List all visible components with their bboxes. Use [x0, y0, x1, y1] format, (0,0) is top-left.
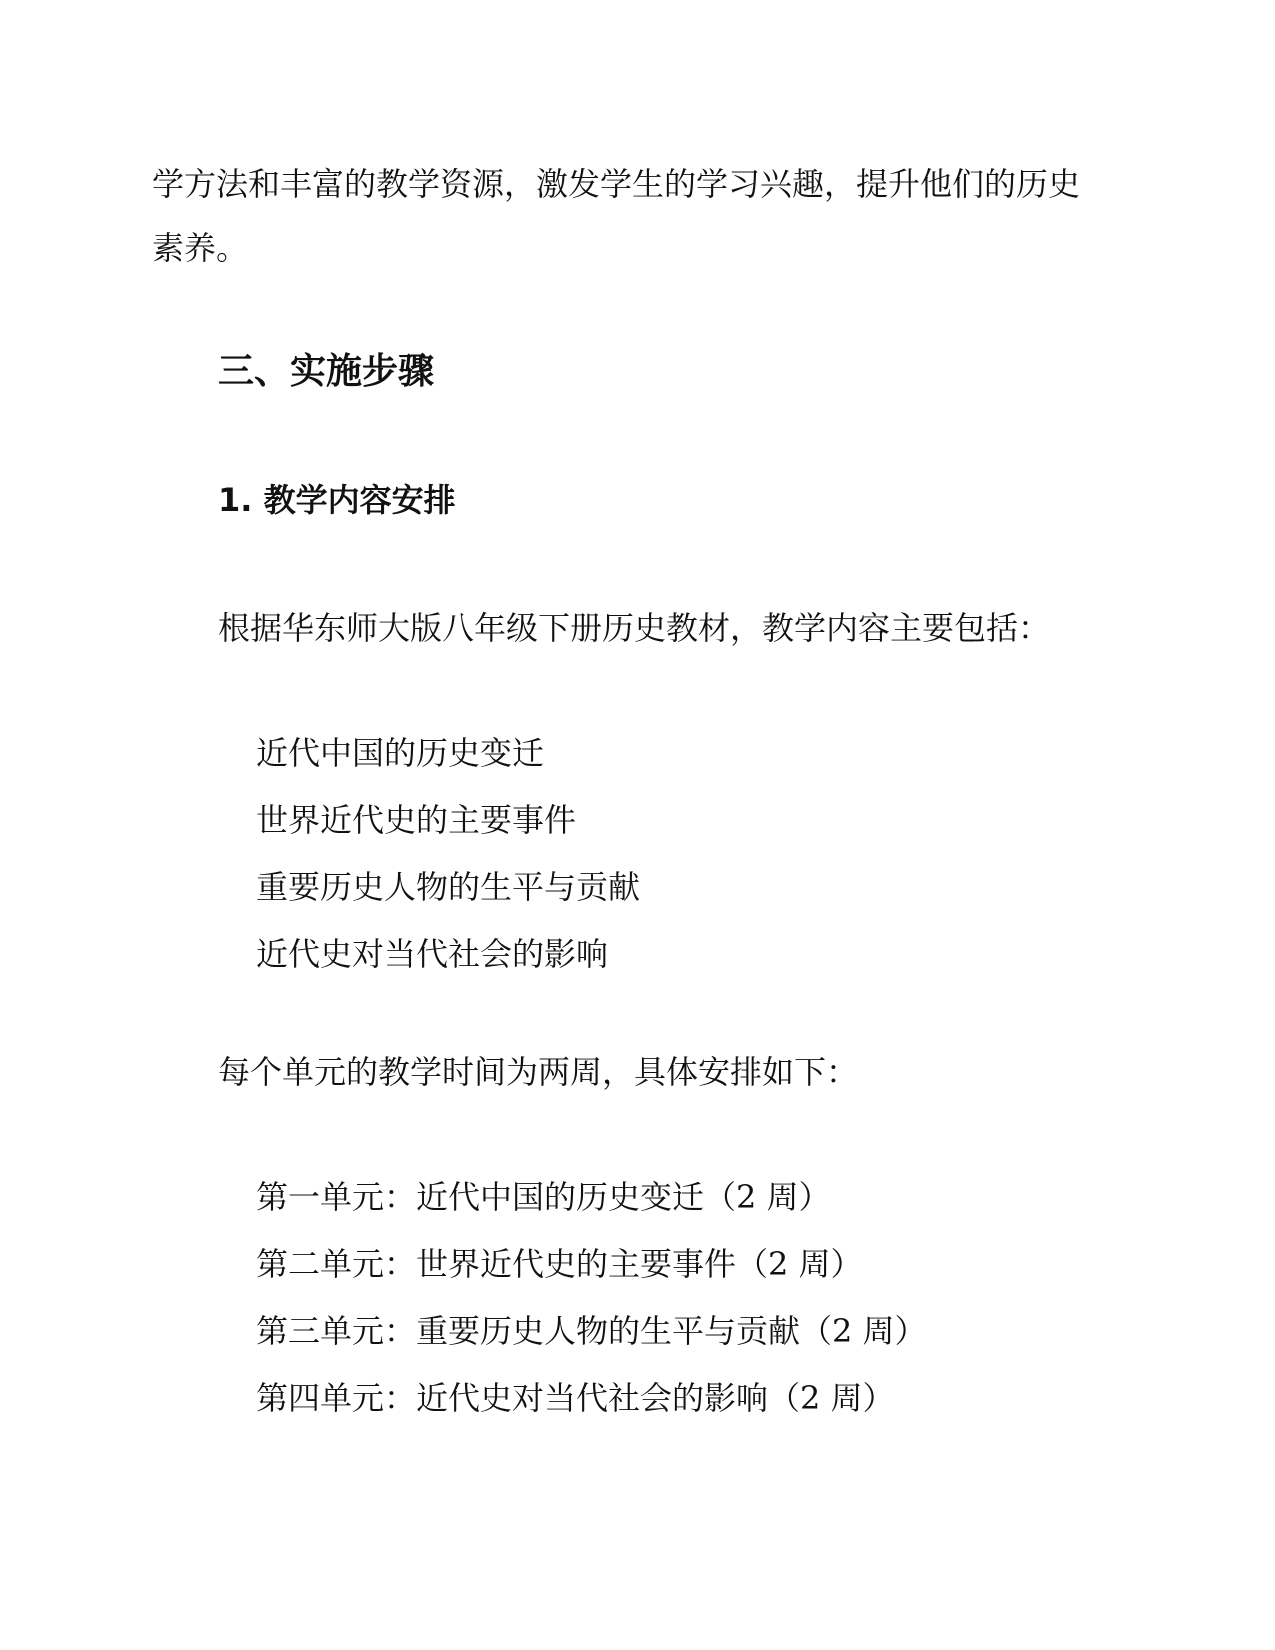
unit-schedule-list [256, 1164, 927, 1432]
list-item: 第三单元：重要历史人物的生平与贡献（2 周） [256, 1312, 927, 1350]
section-heading: 三、实施步骤 [218, 351, 435, 392]
topic-list [256, 720, 640, 988]
list-item: 重要历史人物的生平与贡献 [256, 868, 641, 906]
schedule-lead-paragraph: 每个单元的教学时间为两周，具体安排如下： [218, 1053, 859, 1091]
intro-line-2: 素养。 [152, 229, 249, 267]
content-lead-paragraph: 根据华东师大版八年级下册历史教材，教学内容主要包括： [218, 609, 1051, 647]
list-item: 世界近代史的主要事件 [256, 801, 577, 839]
intro-paragraph [152, 152, 1080, 280]
list-item: 第一单元：近代中国的历史变迁（2 周） [256, 1178, 831, 1216]
list-item: 第四单元：近代史对当代社会的影响（2 周） [256, 1379, 895, 1417]
list-item: 近代中国的历史变迁 [256, 734, 545, 772]
list-item: 第二单元：世界近代史的主要事件（2 周） [256, 1245, 863, 1283]
intro-line-1: 学方法和丰富的教学资源，激发学生的学习兴趣，提升他们的历史 [152, 165, 1081, 203]
list-item: 近代史对当代社会的影响 [256, 935, 609, 973]
subsection-heading: 1. 教学内容安排 [218, 481, 456, 519]
